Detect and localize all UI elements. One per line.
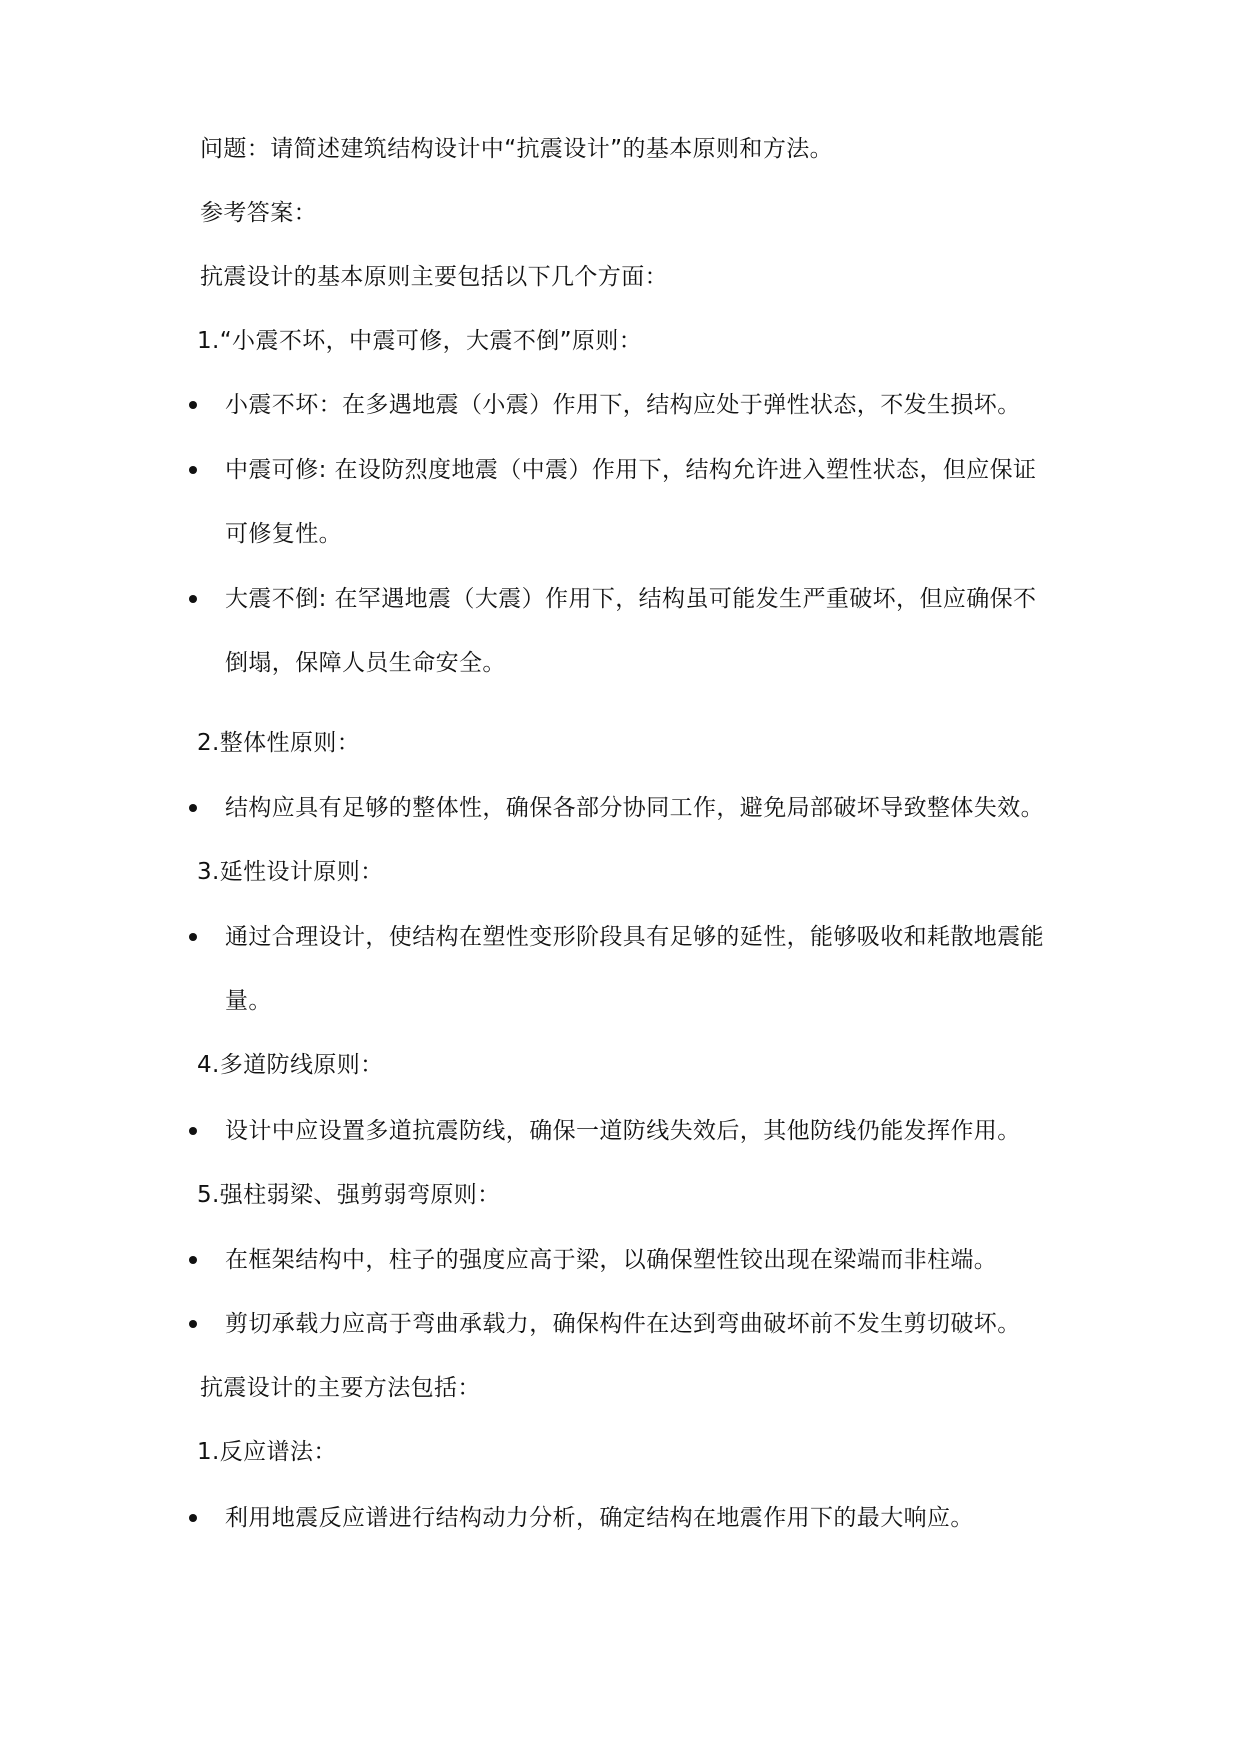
principle-1-heading: 1.“小震不坏，中震可修，大震不倒”原则：	[197, 328, 643, 354]
principle-4-bullet-1: 设计中应设置多道抗震防线，确保一道防线失效后，其他防线仍能发挥作用。	[225, 1118, 1021, 1144]
bullet-dot	[189, 401, 197, 409]
principle-5-bullet-1: 在框架结构中，柱子的强度应高于梁，以确保塑性铰出现在梁端而非柱端。	[225, 1247, 998, 1273]
question-text: 问题：请简述建筑结构设计中“抗震设计”的基本原则和方法。	[200, 136, 834, 162]
principle-1-bullet-3-cont: 倒塌，保障人员生命安全。	[225, 650, 506, 676]
principle-2-bullet-1: 结构应具有足够的整体性，确保各部分协同工作，避免局部破坏导致整体失效。	[225, 795, 1044, 821]
principle-1-bullet-2: 中震可修: 在设防烈度地震（中震）作用下，结构允许进入塑性状态，但应保证	[225, 457, 1037, 483]
principles-intro: 抗震设计的基本原则主要包括以下几个方面：	[200, 264, 668, 290]
methods-intro: 抗震设计的主要方法包括：	[200, 1375, 481, 1401]
method-1-bullet-1: 利用地震反应谱进行结构动力分析，确定结构在地震作用下的最大响应。	[225, 1505, 974, 1531]
principle-2-heading: 2.整体性原则：	[197, 730, 361, 756]
method-1-heading: 1.反应谱法：	[197, 1439, 337, 1465]
principle-5-heading: 5.强柱弱梁、强剪弱弯原则：	[197, 1182, 501, 1208]
bullet-dot	[189, 595, 197, 603]
principle-4-heading: 4.多道防线原则：	[197, 1052, 384, 1078]
principle-1-bullet-3: 大震不倒: 在罕遇地震（大震）作用下，结构虽可能发生严重破坏，但应确保不	[225, 586, 1037, 612]
principle-3-bullet-1-cont: 量。	[225, 988, 272, 1014]
bullet-dot	[189, 933, 197, 941]
principle-5-bullet-2: 剪切承载力应高于弯曲承载力，确保构件在达到弯曲破坏前不发生剪切破坏。	[225, 1311, 1021, 1337]
bullet-dot	[189, 1320, 197, 1328]
bullet-dot	[189, 1256, 197, 1264]
bullet-dot	[189, 1514, 197, 1522]
principle-3-bullet-1: 通过合理设计，使结构在塑性变形阶段具有足够的延性，能够吸收和耗散地震能	[225, 924, 1044, 950]
principle-1-bullet-1: 小震不坏：在多遇地震（小震）作用下，结构应处于弹性状态，不发生损坏。	[225, 392, 1021, 418]
bullet-dot	[189, 1127, 197, 1135]
bullet-dot	[189, 804, 197, 812]
answer-label: 参考答案：	[200, 200, 317, 226]
bullet-dot	[189, 466, 197, 474]
principle-3-heading: 3.延性设计原则：	[197, 859, 384, 885]
principle-1-bullet-2-cont: 可修复性。	[225, 521, 342, 547]
